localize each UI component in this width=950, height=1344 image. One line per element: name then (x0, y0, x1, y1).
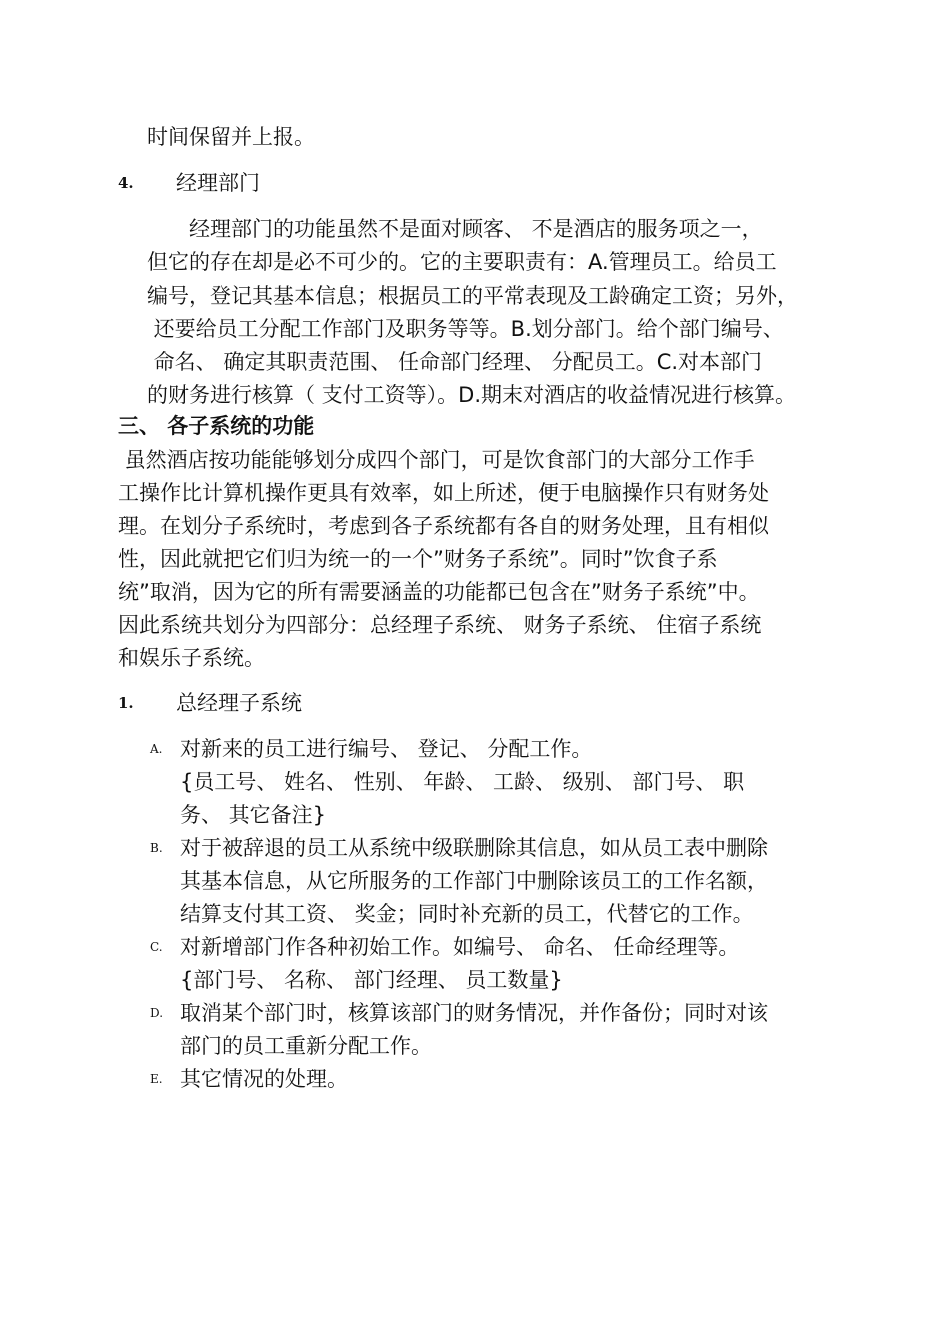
list-item-line: 部门的员工重新分配工作。 (180, 1034, 432, 1058)
list-item-line: 务、 其它备注} (180, 803, 327, 827)
list-item-line: 取消某个部门时，核算该部门的财务情况，并作备份；同时对该 (180, 1001, 768, 1025)
body-text-line: 理。在划分子系统时，考虑到各子系统都有各自的财务处理，且有相似 (118, 514, 769, 538)
list-marker: A. (150, 742, 163, 756)
list-item-line: {员工号、 姓名、 性别、 年龄、 工龄、 级别、 部门号、 职 (180, 770, 745, 794)
list-marker: C. (150, 940, 163, 954)
list-marker: B. (150, 841, 163, 855)
body-text-line: 还要给员工分配工作部门及职务等等。B.划分部门。给个部门编号、 (147, 317, 784, 341)
list-item-line: 对于被辞退的员工从系统中级联删除其信息，如从员工表中删除 (180, 836, 768, 860)
list-item-line: {部门号、 名称、 部门经理、 员工数量} (180, 968, 563, 992)
list-item-line: 对新来的员工进行编号、 登记、 分配工作。 (180, 737, 593, 761)
body-text-line: 经理部门的功能虽然不是面对顾客、 不是酒店的服务项之一， (147, 217, 763, 241)
body-text-line: 但它的存在却是必不可少的。它的主要职责有：A.管理员工。给员工 (147, 250, 777, 274)
body-text-line: 编号，登记其基本信息；根据员工的平常表现及工龄确定工资；另外， (147, 284, 798, 308)
section-title: 总经理子系统 (176, 691, 302, 715)
list-marker: E. (150, 1072, 163, 1086)
list-item-line: 结算支付其工资、 奖金；同时补充新的员工，代替它的工作。 (180, 902, 754, 926)
list-item-line: 其基本信息，从它所服务的工作部门中删除该员工的工作名额， (180, 869, 768, 893)
body-text-line: 性，因此就把它们归为统一的一个”财务子系统”。同时”饮食子系 (118, 547, 718, 571)
section-number: 1. (118, 694, 134, 712)
body-text-line: 因此系统共划分为四部分：总经理子系统、 财务子系统、 住宿子系统 (118, 613, 762, 637)
body-text-line: 的财务进行核算（ 支付工资等）。D.期末对酒店的收益情况进行核算。 (147, 383, 797, 407)
body-text-line: 命名、 确定其职责范围、 任命部门经理、 分配员工。C.对本部门 (147, 350, 763, 374)
body-text-line: 虽然酒店按功能能够划分成四个部门，可是饮食部门的大部分工作手 (118, 448, 755, 472)
body-text-line: 统”取消，因为它的所有需要涵盖的功能都已包含在”财务子系统”中。 (118, 580, 760, 604)
body-text-line: 工操作比计算机操作更具有效率，如上所述，便于电脑操作只有财务处 (118, 481, 769, 505)
body-text-line: 和娱乐子系统。 (118, 646, 265, 670)
section-number: 4. (118, 174, 134, 192)
list-item-line: 其它情况的处理。 (180, 1067, 348, 1091)
section-title: 经理部门 (176, 171, 260, 195)
part-heading: 三、 各子系统的功能 (118, 414, 315, 438)
list-item-line: 对新增部门作各种初始工作。如编号、 命名、 任命经理等。 (180, 935, 740, 959)
list-marker: D. (150, 1006, 164, 1020)
body-text-line: 时间保留并上报。 (147, 125, 315, 149)
